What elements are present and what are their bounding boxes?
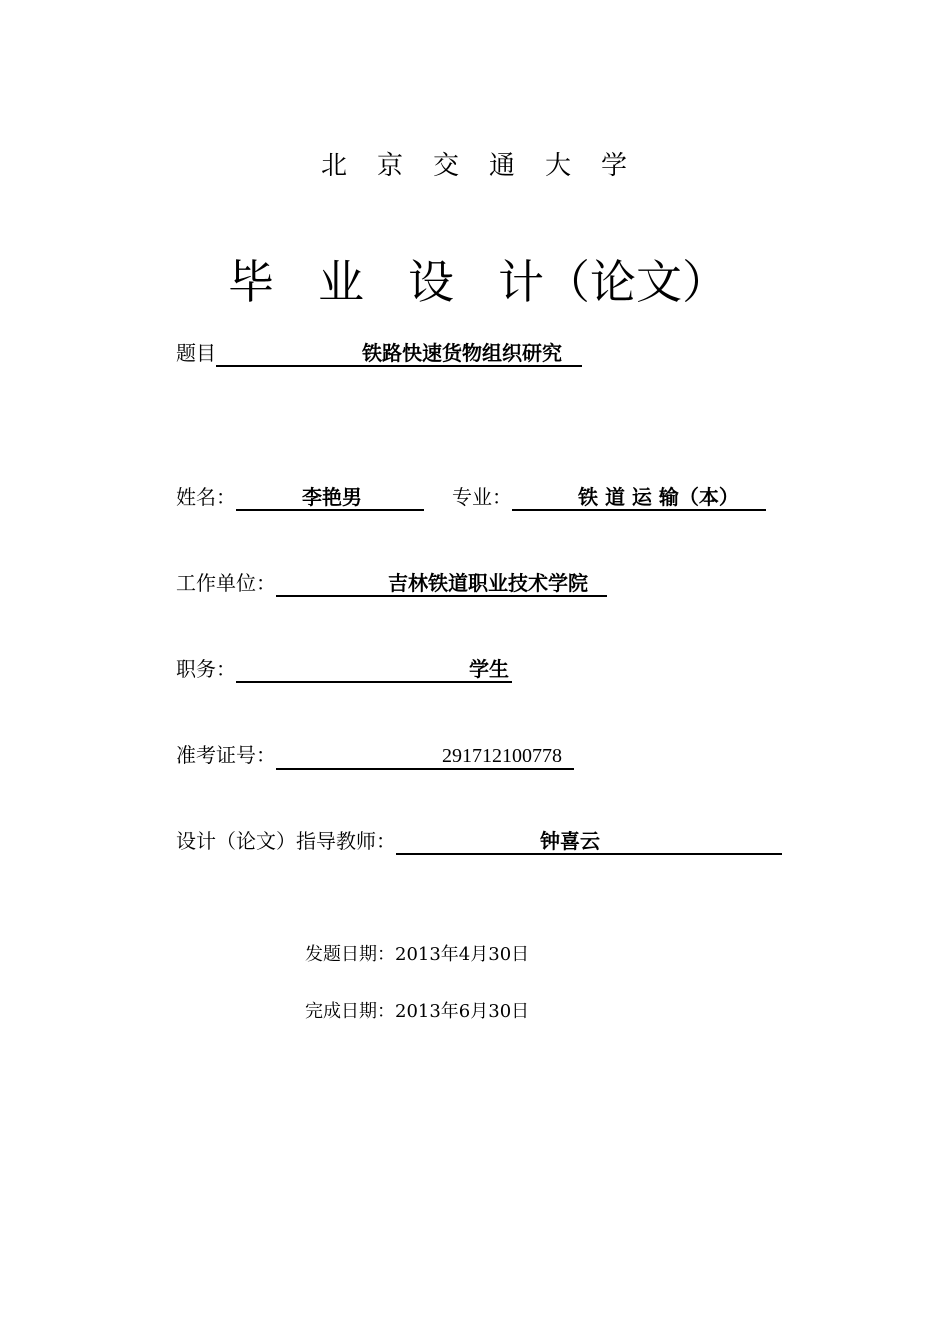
name-row xyxy=(176,484,424,511)
document-title xyxy=(228,252,728,312)
exam-id-value: 291712100778 xyxy=(276,744,574,770)
major-label: 专业： xyxy=(452,485,512,509)
advisor-value: 钟喜云 xyxy=(396,829,782,855)
work-unit-row xyxy=(176,570,607,597)
assigned-date: 发题日期：2013年4月30日 xyxy=(305,944,530,965)
exam-id-row xyxy=(176,742,574,770)
major-value: 铁 道 运 输（本） xyxy=(512,485,766,511)
position-label: 职务： xyxy=(176,657,236,681)
position-value: 学生 xyxy=(236,657,512,683)
topic-label: 题目 xyxy=(176,341,216,365)
name-value: 李艳男 xyxy=(236,485,424,511)
position-row xyxy=(176,656,512,683)
name-label: 姓名： xyxy=(176,485,236,509)
advisor-label: 设计（论文）指导教师： xyxy=(176,829,396,853)
title-char-4: 计（论文） xyxy=(498,255,728,309)
advisor-row xyxy=(176,828,782,855)
university-name: 北京交通大学 xyxy=(320,151,657,181)
topic-value: 铁路快速货物组织研究 xyxy=(216,341,582,367)
title-char-1: 毕 xyxy=(228,255,274,309)
exam-id-label: 准考证号： xyxy=(176,743,276,767)
work-unit-value: 吉林铁道职业技术学院 xyxy=(276,571,607,597)
title-char-3: 设 xyxy=(408,255,454,309)
topic-row xyxy=(176,340,582,367)
major-row xyxy=(452,484,766,511)
title-char-2: 业 xyxy=(318,255,364,309)
work-unit-label: 工作单位： xyxy=(176,571,276,595)
completed-date: 完成日期：2013年6月30日 xyxy=(305,1001,530,1022)
